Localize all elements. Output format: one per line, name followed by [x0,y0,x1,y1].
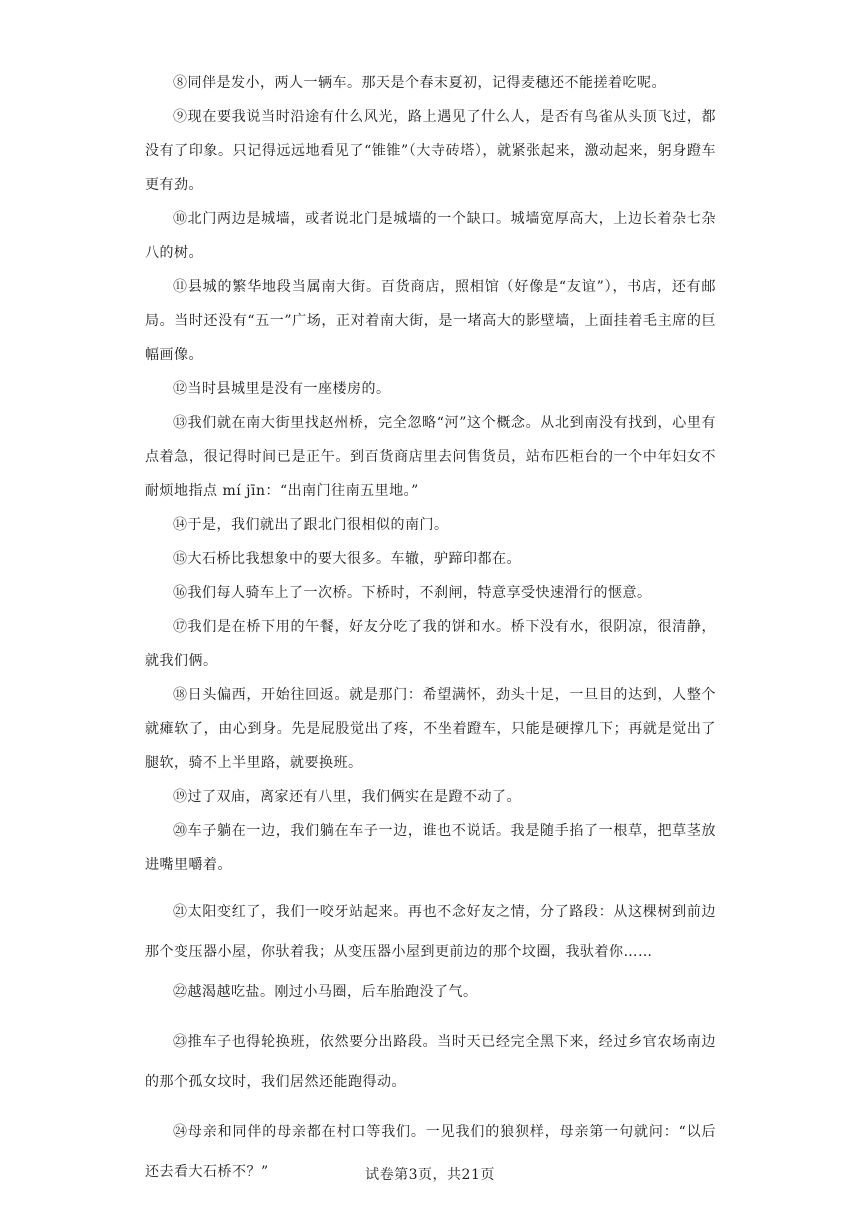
paragraph-13: ⑬我们就在南大街里找赵州桥，完全忽略“河”这个概念。从北到南没有找到，心里有点着急，很记得时间已是正午。到百货商店里去问售货员，站布匹柜台的一个中年妇女不耐烦地指点 mí jīn：“出南门往南五里地。” [145,415,716,499]
paragraph-11: ⑪县城的繁华地段当属南大街。百货商店，照相馆（好像是“友谊”），书店，还有邮局。当时还没有“五一”广场，正对着南大街，是一堵高大的影壁墙，上面挂着毛主席的巨幅画像。 [145,279,716,363]
page-footer: 试卷第3页，共21页 [365,1167,495,1183]
paragraph-10: ⑩北门两边是城墙，或者说北门是城墙的一个缺口。城墙宽厚高大，上边长着杂七杂八的树。 [145,211,716,261]
paragraph-12: ⑫当时县城里是没有一座楼房的。 [173,381,391,397]
paragraph-21: ㉑太阳变红了，我们一咬牙站起来。再也不念好友之情，分了路段：从这棵树到前边那个变压器小屋，你驮着我；从变压器小屋到更前边的那个坟圈，我驮着你…… [145,904,716,960]
paragraph-22: ㉒越渴越吃盐。刚过小马圈，后车胎跑没了气。 [173,984,478,1000]
paragraph-20: ⑳车子躺在一边，我们躺在车子一边，谁也不说话。我是随手掐了一根草，把草茎放进嘴里嚼着。 [145,823,716,873]
paragraph-17: ⑰我们是在桥下用的午餐，好友分吃了我的饼和水。桥下没有水，很阴凉，很清静，就我们俩。 [145,619,716,669]
paragraph-23: ㉓推车子也得轮换班，依然要分出路段。当时天已经完全黑下来，经过乡官农场南边的那个孤女坟时，我们居然还能跑得动。 [145,1034,716,1090]
document-body [145,66,716,1192]
paragraph-24: ㉔母亲和同伴的母亲都在村口等我们。一见我们的狼狈样，母亲第一句就问：“以后还去看大石桥不？” [145,1124,716,1180]
paragraph-15: ⑮大石桥比我想象中的要大很多。车辙，驴蹄印都在。 [173,551,521,567]
paragraph-14: ⑭于是，我们就出了跟北门很相似的南门。 [173,517,449,533]
paragraph-16: ⑯我们每人骑车上了一次桥。下桥时，不刹闸，特意享受快速滑行的惬意。 [173,585,652,601]
paragraph-9: ⑨现在要我说当时沿途有什么风光，路上遇见了什么人，是否有鸟雀从头顶飞过，都没有了印象。只记得远远地看见了“锥锥”（大寺砖塔），就紧张起来，激动起来，躬身蹬车更有劲。 [145,109,716,193]
paragraph-8: ⑧同伴是发小，两人一辆车。那天是个春末夏初，记得麦穗还不能搓着吃呢。 [173,75,666,91]
paragraph-18: ⑱日头偏西，开始往回返。就是那门：希望满怀，劲头十足，一旦目的达到，人整个就瘫软了，由心到身。先是屁股觉出了疼，不坐着蹬车，只能是硬撑几下；再就是觉出了腿软，骑不上半里路，就要换班。 [145,687,716,771]
paragraph-19: ⑲过了双庙，离家还有八里，我们俩实在是蹬不动了。 [173,789,521,805]
